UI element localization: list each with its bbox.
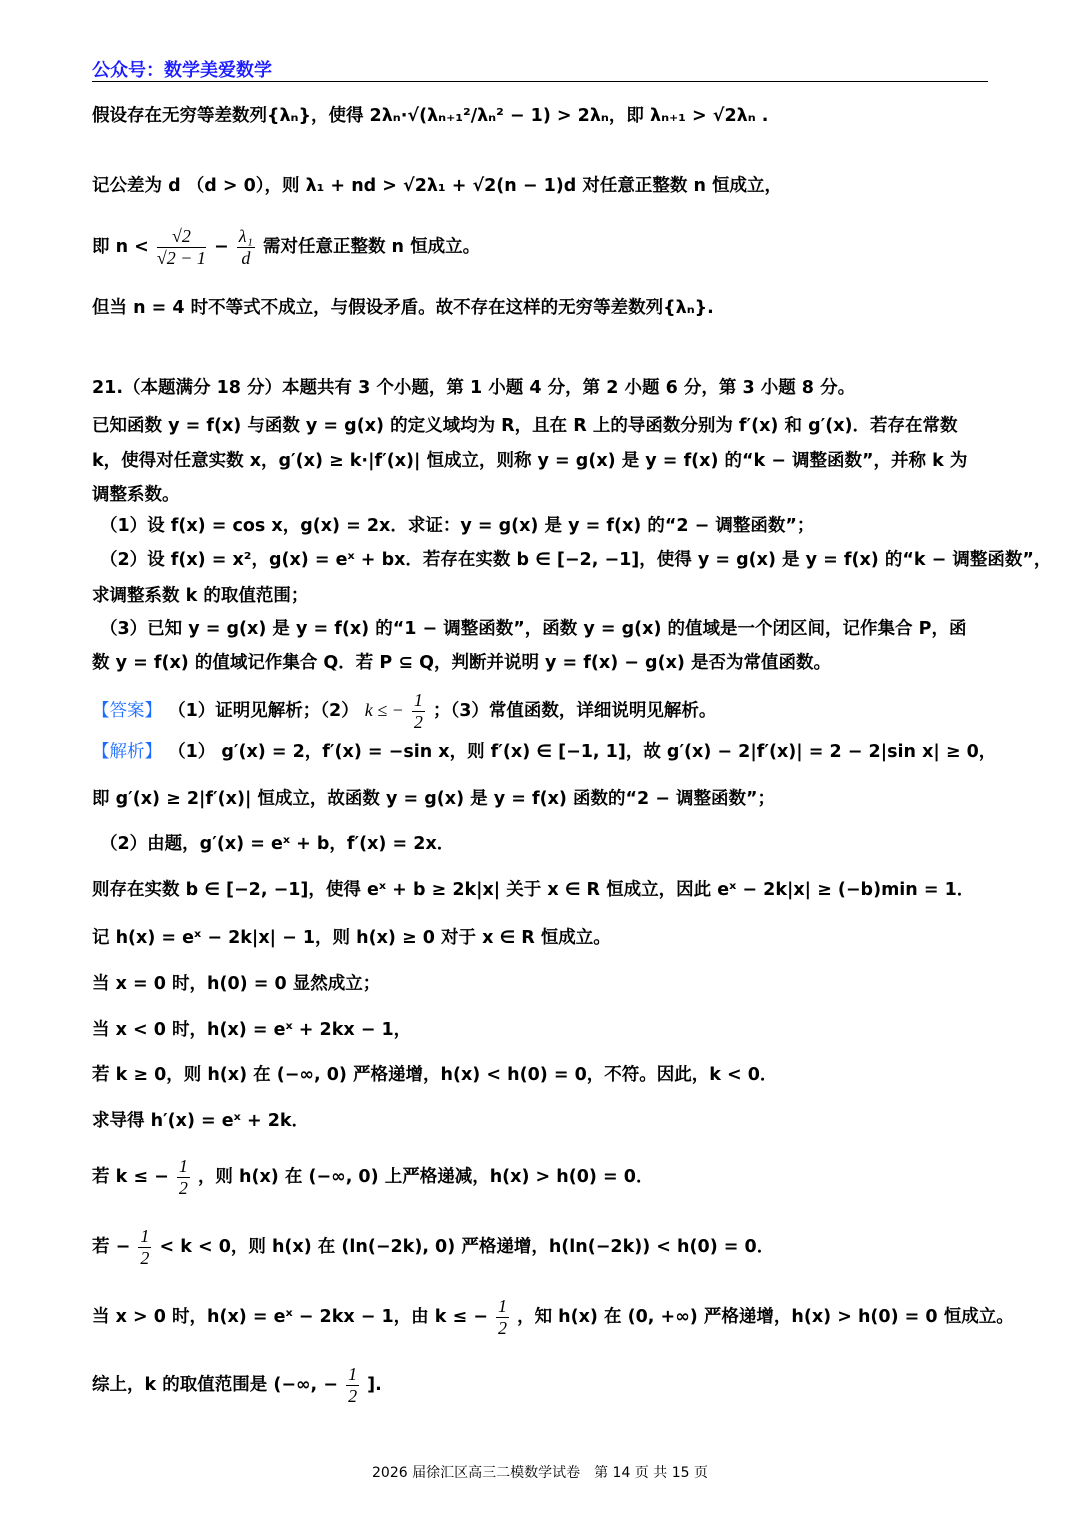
line-3-prefix: 即 n < (92, 237, 155, 258)
fraction-half (138, 1226, 151, 1268)
answer-k-bound: k ≤ − (364, 700, 404, 721)
minus-sign: − (214, 237, 235, 258)
fraction-denominator: 2 (140, 1247, 150, 1268)
fraction-denominator: 2 (413, 711, 423, 732)
line-19: 记 h(x) = eˣ − 2k|x| − 1，则 h(x) ≥ 0 对于 x ∈ R 恒成立。 (92, 928, 611, 948)
answer-text: （1）证明见解析；（2） (168, 701, 359, 722)
fraction-denominator: 2 (178, 1177, 188, 1198)
fraction-sqrt2 (157, 226, 206, 268)
fraction-numerator: 1 (140, 1226, 150, 1246)
page-footer: 2026 届徐汇区高三二模数学试卷 第 14 页 共 15 页 (372, 1465, 708, 1481)
fraction-denominator: d (241, 247, 251, 268)
line-12: （3）已知 y = g(x) 是 y = f(x) 的“1 − 调整函数”，函数 y = g(x) 的值域是一个闭区间，记作集合 P，函 (100, 619, 967, 639)
line-5: 21.（本题满分 18 分）本题共有 3 个小题，第 1 小题 4 分，第 2 小题 6 分，第 3 小题 8 分。 (92, 378, 856, 398)
line-24-text: ，则 h(x) 在 (−∞, 0) 上严格递减，h(x) > h(0) = 0． (197, 1167, 654, 1188)
line-25-prefix: 若 − (92, 1237, 131, 1258)
line-8: 调整系数。 (92, 485, 180, 505)
line-26-text-end: ，知 h(x) 在 (0, +∞) 严格递增，h(x) > h(0) = 0 恒成立。 (517, 1307, 1014, 1328)
line-4: 但当 n = 4 时不等式不成立，与假设矛盾。故不存在这样的无穷等差数列{λₙ}. (92, 298, 714, 318)
fraction-numerator: 1 (498, 1296, 507, 1316)
line-26 (92, 1296, 1014, 1338)
line-26-text: 当 x > 0 时，h(x) = eˣ − 2kx − 1，由 k ≤ − (92, 1307, 488, 1328)
fraction-lambda (237, 226, 255, 268)
line-3-text: 需对任意正整数 n 恒成立。 (262, 237, 481, 258)
line-3 (92, 226, 992, 268)
fraction-numerator: λ₁ (238, 226, 253, 246)
line-13: 数 y = f(x) 的值域记作集合 Q．若 P ⊆ Q，判断并说明 y = f(x) − g(x) 是否为常值函数。 (92, 653, 831, 673)
line-analysis (92, 742, 997, 763)
fraction-numerator: 1 (178, 1156, 188, 1176)
line-10: （2）设 f(x) = x²，g(x) = eˣ + bx．若存在实数 b ∈ [−2, −1]，使得 y = g(x) 是 y = f(x) 的“k − 调整函数”， (100, 550, 1052, 570)
header-divider (92, 81, 988, 82)
analysis-tag: 【解析】 (92, 742, 162, 762)
line-2: 记公差为 d （d > 0），则 λ₁ + nd > √2λ₁ + √2(n − 1)d 对任意正整数 n 恒成立， (92, 176, 783, 196)
line-16: 即 g′(x) ≥ 2|f′(x)| 恒成立，故函数 y = g(x) 是 y = f(x) 函数的“2 − 调整函数”； (92, 789, 776, 809)
line-1: 假设存在无穷等差数列{λₙ}，使得 2λₙ·√(λₙ₊₁²/λₙ² − 1) > 2λₙ，即 λₙ₊₁ > √2λₙ . (92, 106, 769, 126)
line-27-suffix: ]. (367, 1375, 382, 1396)
fraction-half (412, 690, 425, 732)
fraction-half (346, 1364, 359, 1406)
fraction-numerator: √2 (157, 226, 206, 248)
fraction-denominator: 2 (348, 1385, 358, 1406)
line-answer (92, 690, 992, 732)
fraction-numerator: 1 (413, 690, 423, 710)
fraction-numerator: 1 (348, 1364, 358, 1384)
line-17: （2）由题，g′(x) = eˣ + b，f′(x) = 2x． (100, 834, 455, 854)
fraction-denominator: 2 (498, 1317, 507, 1338)
fraction-denominator: √2 − 1 (156, 247, 206, 268)
line-23: 求导得 h′(x) = eˣ + 2k． (92, 1111, 310, 1131)
line-27 (92, 1364, 992, 1406)
line-25-text: < k < 0，则 h(x) 在 (ln(−2k), 0) 严格递增，h(ln(−2k)) < h(0) = 0． (159, 1237, 775, 1258)
line-20: 当 x = 0 时，h(0) = 0 显然成立； (92, 974, 381, 994)
line-11: 求调整系数 k 的取值范围； (92, 586, 309, 606)
fraction-half (496, 1296, 509, 1338)
line-25 (92, 1226, 992, 1268)
line-21: 当 x < 0 时，h(x) = eˣ + 2kx − 1， (92, 1020, 412, 1040)
line-18: 则存在实数 b ∈ [−2, −1]，使得 eˣ + b ≥ 2k|x| 关于 x ∈ R 恒成立，因此 eˣ − 2k|x| ≥ (−b)min = 1． (92, 880, 975, 900)
fraction-half (177, 1156, 190, 1198)
line-24-prefix: 若 k ≤ − (92, 1167, 169, 1188)
line-22: 若 k ≥ 0，则 h(x) 在 (−∞, 0) 严格递增，h(x) < h(0) = 0，不符。因此，k < 0． (92, 1065, 778, 1085)
analysis-text: （1） g′(x) = 2，f′(x) = −sin x，则 f′(x) ∈ [−1, 1]，故 g′(x) − 2|f′(x)| = 2 − 2|sin x| ≥ 0， (168, 742, 997, 762)
answer-tag: 【答案】 (92, 701, 162, 722)
line-6: 已知函数 y = f(x) 与函数 y = g(x) 的定义域均为 R，且在 R 上的导函数分别为 f′(x) 和 g′(x)．若存在常数 (92, 416, 958, 436)
line-9: （1）设 f(x) = cos x，g(x) = 2x．求证：y = g(x) 是 y = f(x) 的“2 − 调整函数”； (100, 516, 815, 536)
answer-text-end: ；（3）常值函数，详细说明见解析。 (433, 701, 717, 722)
header-title: 公众号：数学美爱数学 (92, 60, 272, 81)
line-7: k，使得对任意实数 x，g′(x) ≥ k·|f′(x)| 恒成立，则称 y = g(x) 是 y = f(x) 的“k − 调整函数”，并称 k 为 (92, 451, 968, 471)
line-27-text: 综上，k 的取值范围是 (−∞, − (92, 1375, 338, 1396)
line-24 (92, 1156, 992, 1198)
